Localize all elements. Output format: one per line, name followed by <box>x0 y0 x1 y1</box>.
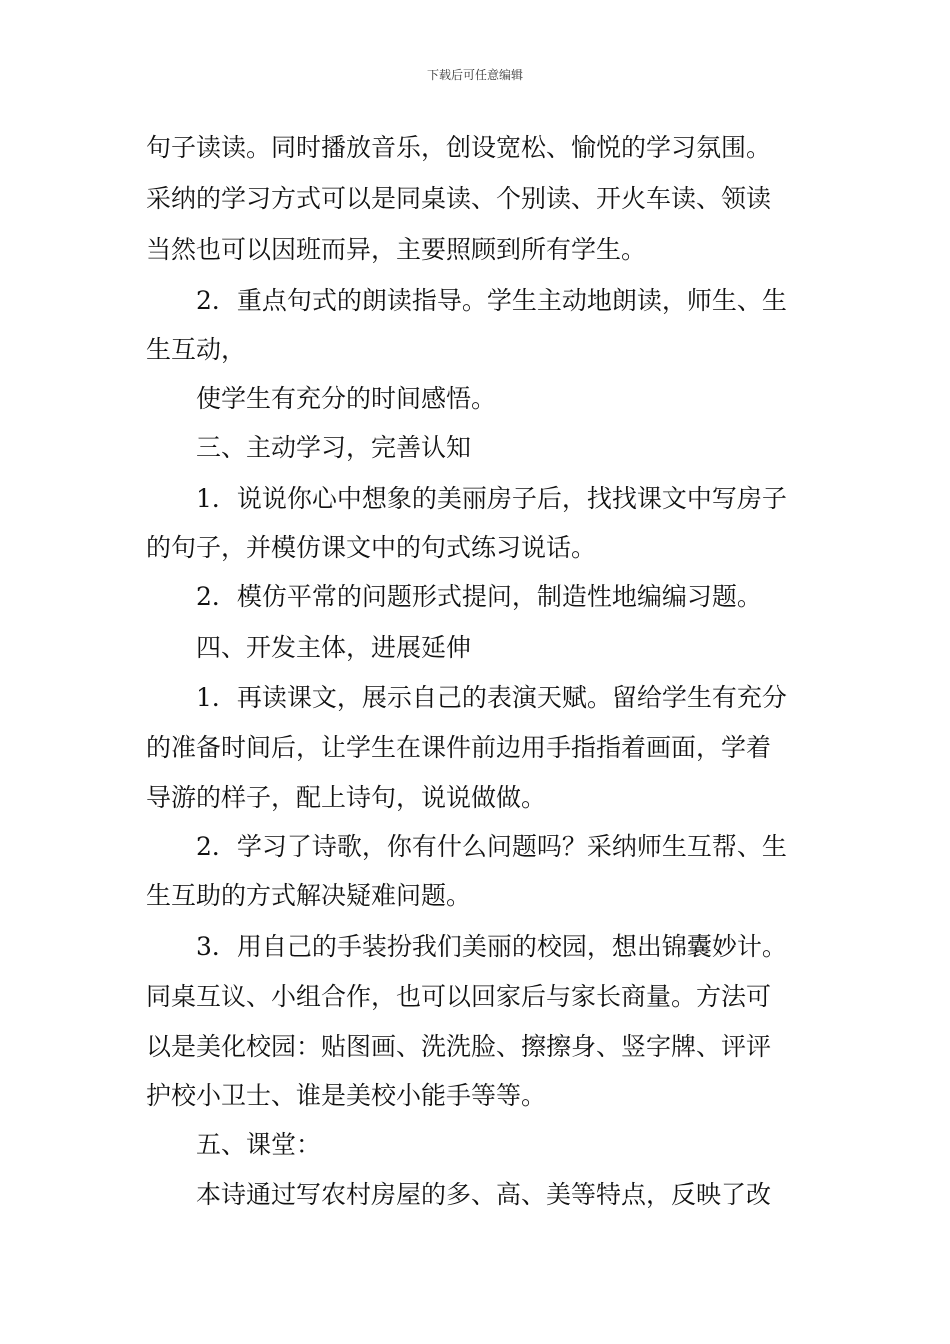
text-line: 护校小卫士、谁是美校小能手等等。 <box>146 1081 547 1110</box>
text-line: 3．用自己的手装扮我们美丽的校园，想出锦囊妙计。 <box>196 932 787 961</box>
text-line: 同桌互议、小组合作，也可以回家后与家长商量。方法可 <box>146 982 772 1011</box>
header-note: 下载后可任意编辑 <box>426 68 523 82</box>
text-line: 以是美化校园：贴图画、洗洗脸、擦擦身、竖字牌、评评 <box>146 1032 772 1061</box>
text-line: 导游的样子，配上诗句，说说做做。 <box>146 783 547 812</box>
text-line: 生互助的方式解决疑难问题。 <box>146 881 472 910</box>
text-line: 当然也可以因班而异，主要照顾到所有学生。 <box>146 235 647 264</box>
text-line: 2．学习了诗歌，你有什么问题吗？采纳师生互帮、生 <box>196 832 787 861</box>
section-heading: 四、开发主体，进展延伸 <box>196 633 472 662</box>
text-line: 句子读读。同时播放音乐，创设宽松、愉悦的学习氛围。 <box>146 133 772 162</box>
text-line: 使学生有充分的时间感悟。 <box>196 384 497 413</box>
text-line: 1．说说你心中想象的美丽房子后，找找课文中写房子 <box>196 484 787 513</box>
text-line: 的句子，并模仿课文中的句式练习说话。 <box>146 533 597 562</box>
text-line: 生互动， <box>146 335 247 364</box>
text-line: 采纳的学习方式可以是同桌读、个别读、开火车读、领读 <box>146 184 772 213</box>
text-line: 2．重点句式的朗读指导。学生主动地朗读，师生、生 <box>196 286 787 315</box>
section-heading: 五、课堂： <box>196 1130 322 1159</box>
text-line: 1．再读课文，展示自己的表演天赋。留给学生有充分 <box>196 683 787 712</box>
text-line: 本诗通过写农村房屋的多、高、美等特点，反映了改 <box>196 1180 772 1209</box>
section-heading: 三、主动学习，完善认知 <box>196 433 472 462</box>
text-line: 2．模仿平常的问题形式提问，制造性地编编习题。 <box>196 582 762 611</box>
text-line: 的准备时间后，让学生在课件前边用手指指着画面，学着 <box>146 733 772 762</box>
